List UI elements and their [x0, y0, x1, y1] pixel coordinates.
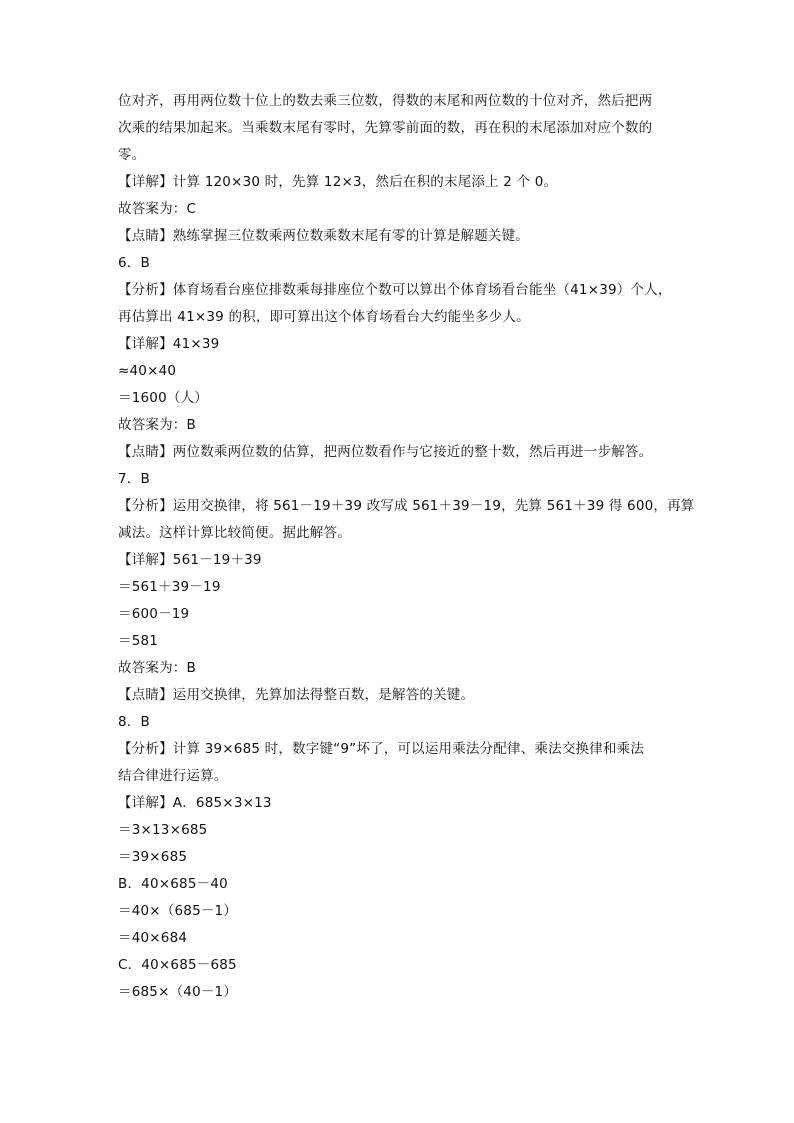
text-line: 减法。这样计算比较简便。据此解答。 [118, 525, 351, 541]
text-line: 故答案为：B [118, 660, 196, 676]
text-line: 故答案为：C [118, 201, 197, 217]
text-line: ＝561＋39－19 [118, 579, 221, 595]
text-line: 8．B [118, 714, 150, 730]
text-line: 故答案为：B [118, 417, 196, 433]
text-line: 再估算出 41×39 的积，即可算出这个体育场看台大约能坐多少人。 [118, 309, 530, 325]
text-line: ＝40×（685－1） [118, 903, 238, 919]
text-line: 【详解】41×39 [118, 336, 220, 352]
text-line: 【分析】计算 39×685 时，数字键“9”坏了，可以运用乘法分配律、乘法交换律和乘法 [118, 741, 645, 757]
text-line: 次乘的结果加起来。当乘数末尾有零时，先算零前面的数，再在积的末尾添加对应个数的 [118, 120, 653, 136]
text-line: ≈40×40 [118, 363, 177, 379]
text-line: 6．B [118, 255, 150, 271]
text-line: ＝39×685 [118, 849, 188, 865]
text-line: ＝685×（40－1） [118, 984, 238, 1000]
text-line: 【点睛】运用交换律，先算加法得整百数，是解答的关键。 [118, 687, 475, 703]
text-line: B．40×685－40 [118, 876, 228, 892]
text-line: 结合律进行运算。 [118, 768, 228, 784]
text-line: 【详解】561－19＋39 [118, 552, 262, 568]
text-line: 【分析】体育场看台座位排数乘每排座位个数可以算出个体育场看台能坐（41×39）个人， [118, 282, 672, 298]
text-line: 【点睛】两位数乘两位数的估算，把两位数看作与它接近的整十数，然后再进一步解答。 [118, 444, 653, 460]
text-line: ＝40×684 [118, 930, 188, 946]
text-line: ＝581 [118, 633, 159, 649]
text-line: ＝3×13×685 [118, 822, 208, 838]
text-line: ＝1600（人） [118, 390, 208, 406]
text-line: 【详解】计算 120×30 时，先算 12×3，然后在积的末尾添上 2 个 0。 [118, 174, 558, 190]
text-line: 【点睛】熟练掌握三位数乘两位数乘数末尾有零的计算是解题关键。 [118, 228, 529, 244]
text-line: 【详解】A．685×3×13 [118, 795, 272, 811]
text-line: 【分析】运用交换律，将 561－19＋39 改写成 561＋39－19，先算 561＋39 得 600，再算 [118, 498, 695, 514]
text-line: 7．B [118, 471, 150, 487]
text-line: ＝600－19 [118, 606, 190, 622]
text-line: C．40×685－685 [118, 957, 237, 973]
text-line: 零。 [118, 147, 146, 163]
text-line: 位对齐，再用两位数十位上的数去乘三位数，得数的末尾和两位数的十位对齐，然后把两 [118, 93, 653, 109]
document-body [118, 88, 695, 1006]
